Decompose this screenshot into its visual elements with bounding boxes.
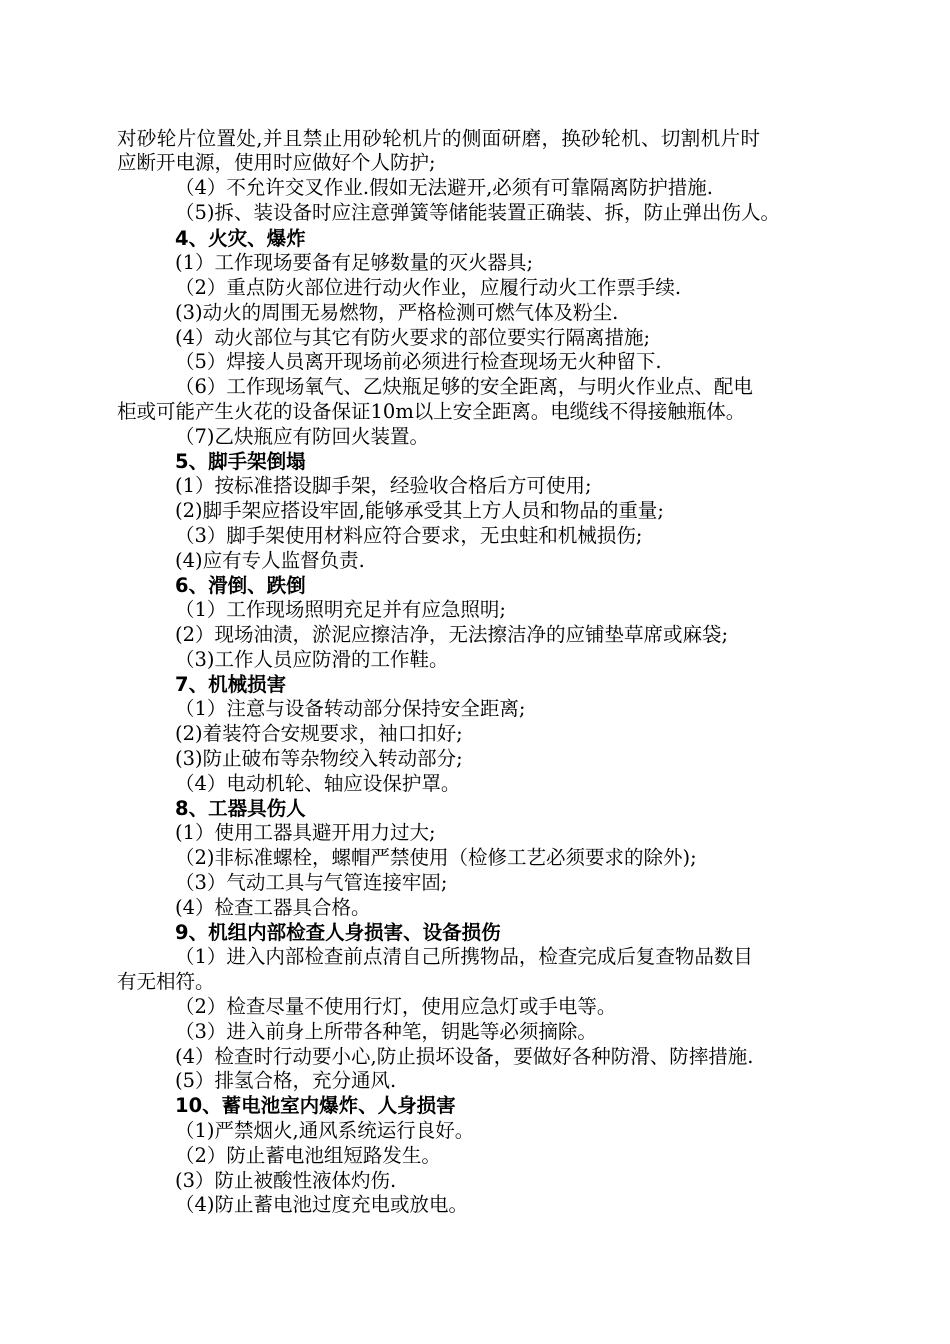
body-line: (4）检查时行动要小心,防止损坏设备，要做好各种防滑、防摔措施. bbox=[175, 1045, 754, 1068]
body-line: （5)拆、装设备时应注意弹簧等储能装置正确装、拆，防止弹出伤人。 bbox=[175, 201, 781, 224]
section-heading: 9、机组内部检查人身损害、设备损伤 bbox=[175, 921, 501, 944]
body-line: (4）动火部位与其它有防火要求的部位要实行隔离措施; bbox=[175, 326, 651, 349]
body-line: （1)严禁烟火,通风系统运行良好。 bbox=[175, 1119, 475, 1142]
body-line: (3)动火的周围无易燃物，严格检测可燃气体及粉尘. bbox=[175, 301, 619, 324]
body-line: 有无相符。 bbox=[117, 970, 215, 993]
section-heading: 5、脚手架倒塌 bbox=[175, 450, 306, 473]
body-line: 应断开电源，使用时应做好个人防护; bbox=[117, 151, 436, 174]
body-line: (4）检查工器具合格。 bbox=[175, 896, 371, 919]
body-line: (2)脚手架应搭设牢固,能够承受其上方人员和物品的重量; bbox=[175, 499, 664, 522]
section-heading: 8、工器具伤人 bbox=[175, 797, 306, 820]
body-line: （1）进入内部检查前点清自己所携物品，检查完成后复查物品数目 bbox=[175, 945, 753, 968]
body-line: 对砂轮片位置处,并且禁止用砂轮机片的侧面研磨，换砂轮机、切割机片时 bbox=[117, 127, 761, 150]
body-line: （6）工作现场氧气、乙炔瓶足够的安全距离，与明火作业点、配电 bbox=[175, 375, 753, 398]
body-line: (1）按标准搭设脚手架，经验收合格后方可使用; bbox=[175, 474, 592, 497]
body-line: （5）焊接人员离开现场前必须进行检查现场无火种留下. bbox=[175, 350, 662, 373]
body-line: （3)工作人员应防滑的工作鞋。 bbox=[175, 648, 449, 671]
body-line: 柜或可能产生火花的设备保证10m以上安全距离。电缆线不得接触瓶体。 bbox=[117, 400, 746, 423]
body-line: （7)乙炔瓶应有防回火装置。 bbox=[175, 425, 430, 448]
body-line: （4）不允许交叉作业.假如无法避开,必须有可靠隔离防护措施. bbox=[175, 176, 714, 199]
body-line: （2）重点防火部位进行动火作业，应履行动火工作票手续. bbox=[175, 276, 682, 299]
body-line: （4）电动机轮、轴应设保护罩。 bbox=[175, 772, 461, 795]
section-heading: 4、火灾、爆炸 bbox=[175, 227, 306, 250]
section-heading: 6、滑倒、跌倒 bbox=[175, 574, 306, 597]
body-line: （2）防止蓄电池组短路发生。 bbox=[175, 1144, 441, 1167]
body-line: （3）气动工具与气管连接牢固; bbox=[175, 871, 448, 894]
body-line: （3）脚手架使用材料应符合要求，无虫蛀和机械损伤; bbox=[175, 524, 643, 547]
section-heading: 10、蓄电池室内爆炸、人身损害 bbox=[175, 1094, 456, 1117]
body-line: (3)防止破布等杂物绞入转动部分; bbox=[175, 747, 463, 770]
body-line: (1）工作现场要备有足够数量的灭火器具; bbox=[175, 251, 534, 274]
body-line: （4)防止蓄电池过度充电或放电。 bbox=[175, 1193, 469, 1216]
body-line: （2）检查尽量不使用行灯，使用应急灯或手电等。 bbox=[175, 995, 617, 1018]
body-line: （3）进入前身上所带各种笔，钥匙等必须摘除。 bbox=[175, 1020, 597, 1043]
body-line: (1）使用工器具避开用力过大; bbox=[175, 821, 436, 844]
body-line: (4)应有专人监督负责. bbox=[175, 549, 365, 572]
section-heading: 7、机械损害 bbox=[175, 673, 287, 696]
body-line: （1）工作现场照明充足并有应急照明; bbox=[175, 598, 506, 621]
body-line: （2)非标准螺栓，螺帽严禁使用（检修工艺必须要求的除外); bbox=[175, 846, 697, 869]
body-line: (2)着装符合安规要求，袖口扣好; bbox=[175, 722, 463, 745]
body-line: （1）注意与设备转动部分保持安全距离; bbox=[175, 697, 526, 720]
body-line: (3）防止被酸性液体灼伤. bbox=[175, 1169, 397, 1192]
body-line: (2）现场油渍，淤泥应擦洁净，无法擦洁净的应铺垫草席或麻袋; bbox=[175, 623, 729, 646]
body-line: (5）排氢合格，充分通风. bbox=[175, 1069, 397, 1092]
